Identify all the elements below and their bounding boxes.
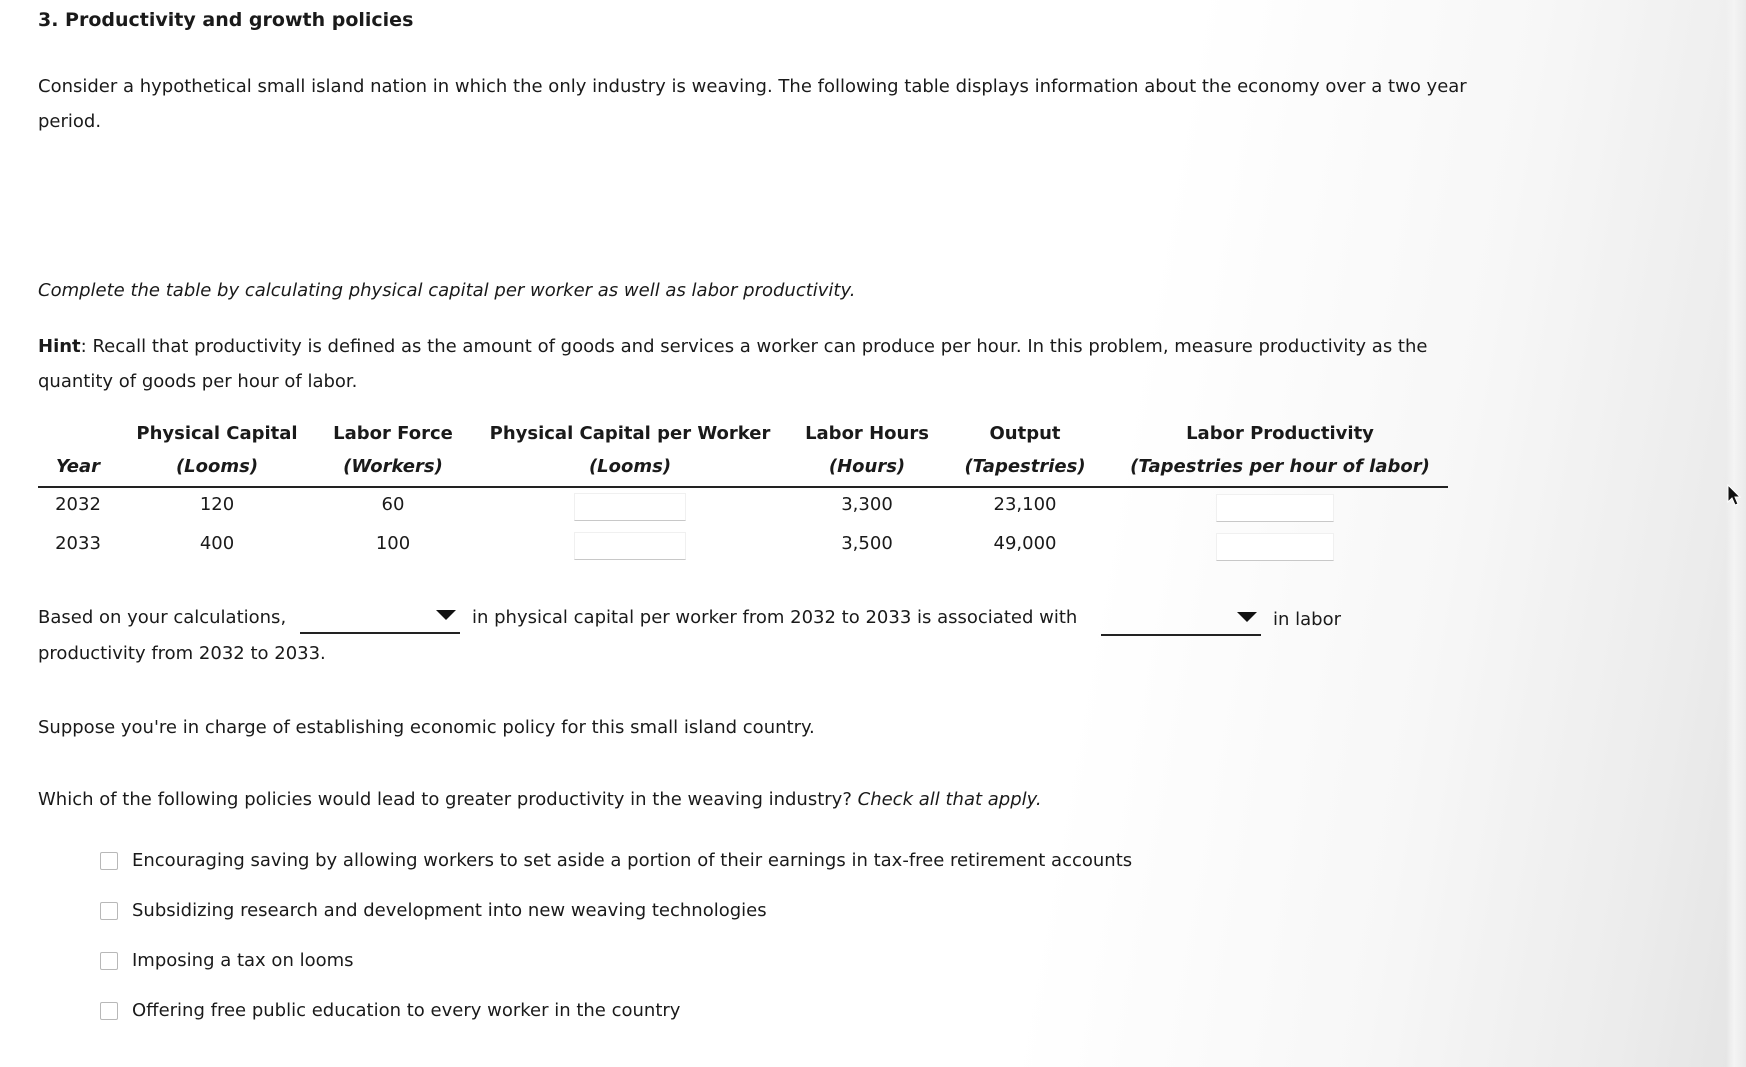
mouse-cursor-icon [1727, 484, 1743, 508]
checkbox[interactable] [100, 1002, 118, 1020]
header-output-unit: (Tapestries) [964, 456, 1086, 477]
header-workers-title: Labor Force [333, 423, 453, 444]
chevron-down-icon [436, 610, 456, 620]
hint-paragraph [38, 329, 1468, 399]
cell-output: 23,100 [993, 494, 1057, 515]
cell-year: 2032 [55, 494, 101, 515]
checkbox[interactable] [100, 952, 118, 970]
header-rule [38, 486, 1448, 488]
sentence-part2: in physical capital per worker from 2032 to 2033 is associated with [472, 607, 1078, 628]
header-productivity-title: Labor Productivity [1186, 423, 1374, 444]
cell-output: 49,000 [993, 533, 1057, 554]
header-output-title: Output [989, 423, 1061, 444]
chevron-down-icon [1237, 612, 1257, 622]
header-workers-unit: (Workers) [343, 456, 443, 477]
header-year: Year [56, 456, 100, 477]
header-cpw-title: Physical Capital per Worker [489, 423, 771, 444]
sentence-part3: in labor [1273, 609, 1342, 630]
policy-intro: Suppose you're in charge of establishing economic policy for this small island country. [38, 717, 815, 738]
sentence-part1: Based on your calculations, [38, 607, 287, 628]
option-label: Imposing a tax on looms [132, 950, 354, 971]
option-label: Offering free public education to every worker in the country [132, 1000, 681, 1021]
intro-paragraph: Consider a hypothetical small island nation in which the only industry is weaving. The following table displays information about the economy over a two year period. [38, 76, 1467, 132]
change-capital-dropdown[interactable] [300, 602, 460, 634]
question-emphasis: Check all that apply. [857, 789, 1042, 810]
option-label: Encouraging saving by allowing workers to set aside a portion of their earnings in tax-free retirement accounts [132, 850, 1133, 871]
productivity-input-2032[interactable] [1216, 494, 1334, 522]
checkbox[interactable] [100, 852, 118, 870]
checkbox[interactable] [100, 902, 118, 920]
screen-edge [1726, 0, 1746, 1067]
capital-per-worker-input-2033[interactable] [574, 532, 686, 560]
instruction-text: Complete the table by calculating physical capital per worker as well as labor productivity. [38, 280, 856, 301]
header-hours-title: Labor Hours [805, 423, 929, 444]
cell-hours: 3,500 [841, 533, 893, 554]
header-cpw-unit: (Looms) [588, 456, 672, 477]
policy-option[interactable] [100, 1000, 680, 1021]
header-capital-unit: (Looms) [175, 456, 259, 477]
header-capital-title: Physical Capital [136, 423, 298, 444]
cell-hours: 3,300 [841, 494, 893, 515]
sentence-part4: productivity from 2032 to 2033. [38, 643, 326, 664]
cell-capital: 400 [199, 533, 235, 554]
option-label: Subsidizing research and development into new weaving technologies [132, 900, 767, 921]
hint-text: : Recall that productivity is defined as the amount of goods and services a worker can produce per hour. In this problem, measure productivity as the quantity of goods per hour of labor. [38, 336, 1428, 392]
header-hours-unit: (Hours) [828, 456, 906, 477]
capital-per-worker-input-2032[interactable] [574, 493, 686, 521]
cell-workers: 100 [375, 533, 411, 554]
cell-workers: 60 [381, 494, 405, 515]
cell-year: 2033 [55, 533, 101, 554]
policy-option[interactable] [100, 950, 354, 971]
policy-option[interactable] [100, 850, 1132, 871]
question-title: 3. Productivity and growth policies [38, 9, 414, 31]
policy-option[interactable] [100, 900, 767, 921]
header-productivity-unit: (Tapestries per hour of labor) [1130, 456, 1430, 477]
hint-label: Hint [38, 336, 81, 357]
question-text: Which of the following policies would lead to greater productivity in the weaving industry? [38, 789, 852, 810]
change-productivity-dropdown[interactable] [1101, 604, 1261, 636]
policy-question [38, 789, 1042, 810]
productivity-input-2033[interactable] [1216, 533, 1334, 561]
cell-capital: 120 [199, 494, 235, 515]
